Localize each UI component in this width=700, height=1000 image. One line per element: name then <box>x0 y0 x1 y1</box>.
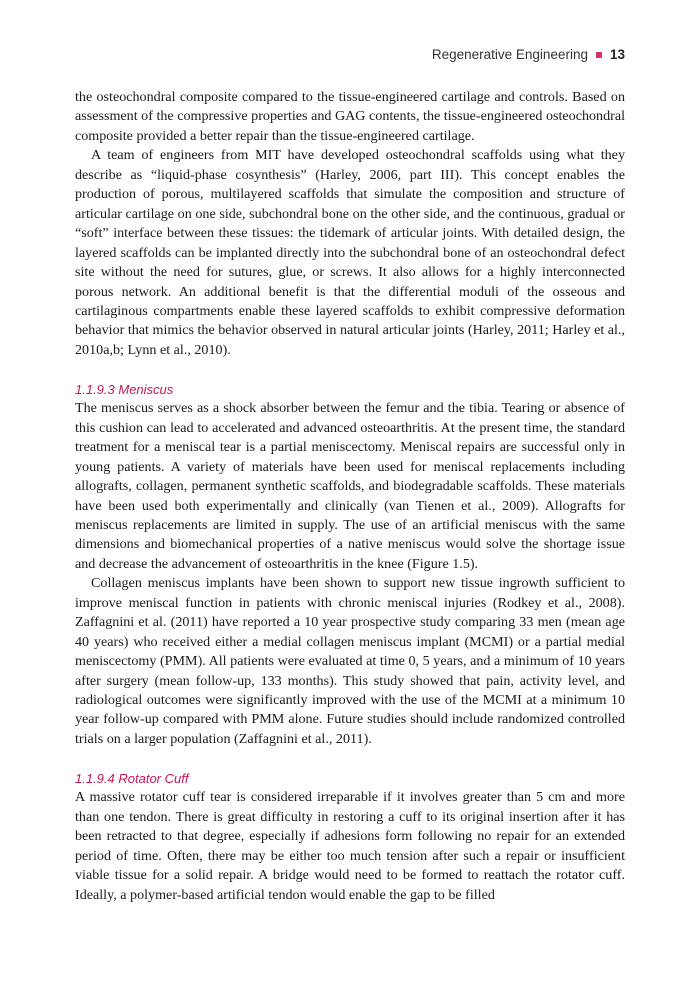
page-number: 13 <box>609 47 625 62</box>
paragraph-meniscus: The meniscus serves as a shock absorber between the femur and the tibia. Tearing or absence of this cushion can lead to accelerated and advanced osteoarthritis. At the present time, the standard treatment for a meniscal tear is a partial meniscectomy. Meniscal repairs are successful only in young patients. A variety of materials have been used for meniscal replacements including allografts, collagen, permanent synthetic scaffolds, and biodegradable scaffolds. These materials have been used both experimentally and clinically (van Tienen et al., 2009). Allografts for meniscus replacements are limited in supply. The use of an artificial meniscus with the same dimensions and biomechanical properties of a native meniscus would solve the shortage issue and decrease the advancement of osteoarthritis in the knee (Figure 1.5). <box>75 400 625 572</box>
square-bullet-icon <box>596 52 602 58</box>
section-spacer <box>75 360 625 379</box>
paragraph-collagen-implants: Collagen meniscus implants have been shown to support new tissue ingrowth sufficient to improve meniscal function in patients with chronic meniscal injuries (Rodkey et al., 2008). Zaffagnini et al. (2011) have reported a 10 year prospective study comparing 33 men (mean age 40 years) who received either a medial collagen meniscus implant (MCMI) or a partial medial meniscectomy (PMM). All patients were evaluated at time 0, 5 years, and a minimum of 10 years after surgery (mean follow-up, 133 months). This study showed that pain, activity level, and radiological outcomes were significantly improved with the use of the MCMI at a minimum 10 year follow-up compared with PMM alone. Future studies should include randomized controlled trials on a larger population (Zaffagnini et al., 2011). <box>75 575 625 747</box>
section-spacer <box>75 749 625 768</box>
body-text <box>75 88 625 905</box>
paragraph-mit-scaffolds: A team of engineers from MIT have developed osteochondral scaffolds using what they describe as “liquid-phase cosynthesis” (Harley, 2006, part III). This concept enables the production of porous, multilayered scaffolds that simulate the composition and structure of articular cartilage on one side, subchondral bone on the other side, and the continuous, gradual or “soft” interface between these tissues: the tidemark of articular joints. With detailed design, the layered scaffolds can be implanted directly into the subchondral bone of an osteochondral defect site without the need for sutures, glue, or screws. It also allows for a highly interconnected porous network. An additional benefit is that the differential moduli of the osseous and cartilaginous compartments enable these layered scaffolds to exhibit compressive deformation behavior that mimics the behavior observed in natural articular joints (Harley, 2011; Harley et al., 2010a,b; Lynn et al., 2010). <box>75 147 625 358</box>
running-title: Regenerative Engineering <box>431 47 588 62</box>
running-header <box>432 47 625 62</box>
paragraph-rotator-cuff: A massive rotator cuff tear is considered irreparable if it involves greater than 5 cm and more than one tendon. There is great difficulty in restoring a cuff to its original insertion after it has been retracted to that degree, especially if adhesions form following no repair for an extended period of time. Often, there may be either too much tension after such a repair or insufficient viable tissue for a solid repair. A bridge would need to be formed to reattach the rotator cuff. Ideally, a polymer-based artificial tendon would enable the gap to be filled <box>75 789 625 903</box>
section-heading-rotator-cuff: 1.1.9.4 Rotator Cuff <box>75 770 189 786</box>
paragraph-continued: the osteochondral composite compared to the tissue-engineered cartilage and controls. Based on assessment of the compressive properties and GAG contents, the tissue-engineered osteochondral composite provided a better repair than the tissue-engineered cartilage. <box>75 89 625 144</box>
section-heading-meniscus: 1.1.9.3 Meniscus <box>75 381 174 397</box>
